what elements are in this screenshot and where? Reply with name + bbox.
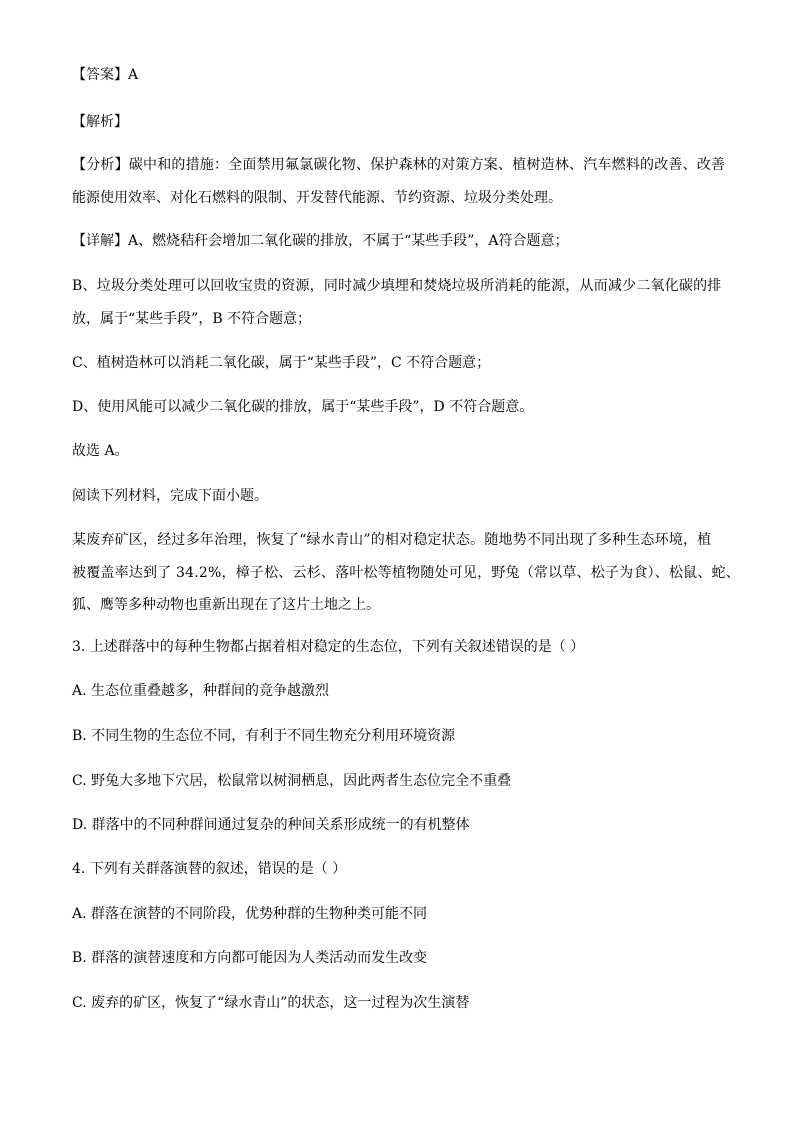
analysis-heading: 【解析】 <box>72 114 128 130</box>
reading-intro: 阅读下列材料，完成下面小题。 <box>72 488 268 504</box>
conclusion-line: 故选 A。 <box>72 443 129 459</box>
question-stem: 4. 下列有关群落演替的叙述，错误的是（ ） <box>72 861 347 877</box>
question-option: B. 不同生物的生态位不同，有利于不同生物充分利用环境资源 <box>72 728 456 744</box>
question-option: A. 生态位重叠越多，种群间的竞争越激烈 <box>72 683 330 699</box>
question-option: C. 野兔大多地下穴居，松鼠常以树洞栖息，因此两者生态位完全不重叠 <box>72 773 512 789</box>
material-text-line: 狐、鹰等多种动物也重新出现在了这片土地之上。 <box>72 597 380 613</box>
analysis-text-line: 能源使用效率、对化石燃料的限制、开发替代能源、节约资源、垃圾分类处理。 <box>72 190 562 206</box>
material-text-line: 被覆盖率达到了 34.2%，樟子松、云杉、落叶松等植物随处可见，野兔（常以草、松子为食）、松鼠、蛇、 <box>72 565 740 581</box>
answer-line: 【答案】A <box>72 67 139 83</box>
detail-text-line: C、植树造林可以消耗二氧化碳，属于“某些手段”，C 不符合题意； <box>72 355 491 371</box>
question-option: B. 群落的演替速度和方向都可能因为人类活动而发生改变 <box>72 950 428 966</box>
material-text-line: 某废弃矿区，经过多年治理，恢复了“绿水青山”的相对稳定状态。随地势不同出现了多种生态环境，植 <box>72 532 712 548</box>
analysis-text-line: 【分析】碳中和的措施：全面禁用氟氯碳化物、保护森林的对策方案、植树造林、汽车燃料的改善、改善 <box>72 157 726 173</box>
question-option: D. 群落中的不同种群间通过复杂的种间关系形成统一的有机整体 <box>72 817 470 833</box>
question-stem: 3. 上述群落中的每种生物都占据着相对稳定的生态位，下列有关叙述错误的是（ ） <box>72 639 585 655</box>
detail-text-line: D、使用风能可以减少二氧化碳的排放，属于“某些手段”，D 不符合题意。 <box>72 399 534 415</box>
question-option: C. 废弃的矿区，恢复了“绿水青山”的状态，这一过程为次生演替 <box>72 995 470 1011</box>
detail-text-line: 放，属于“某些手段”，B 不符合题意； <box>72 311 312 327</box>
detail-text-line: 【详解】A、燃烧秸秆会增加二氧化碳的排放，不属于“某些手段”，A符合题意； <box>72 233 569 249</box>
detail-text-line: B、垃圾分类处理可以回收宝贵的资源，同时减少填埋和焚烧垃圾所消耗的能源，从而减少二氧化碳的排 <box>72 278 722 294</box>
question-option: A. 群落在演替的不同阶段，优势种群的生物种类可能不同 <box>72 906 428 922</box>
